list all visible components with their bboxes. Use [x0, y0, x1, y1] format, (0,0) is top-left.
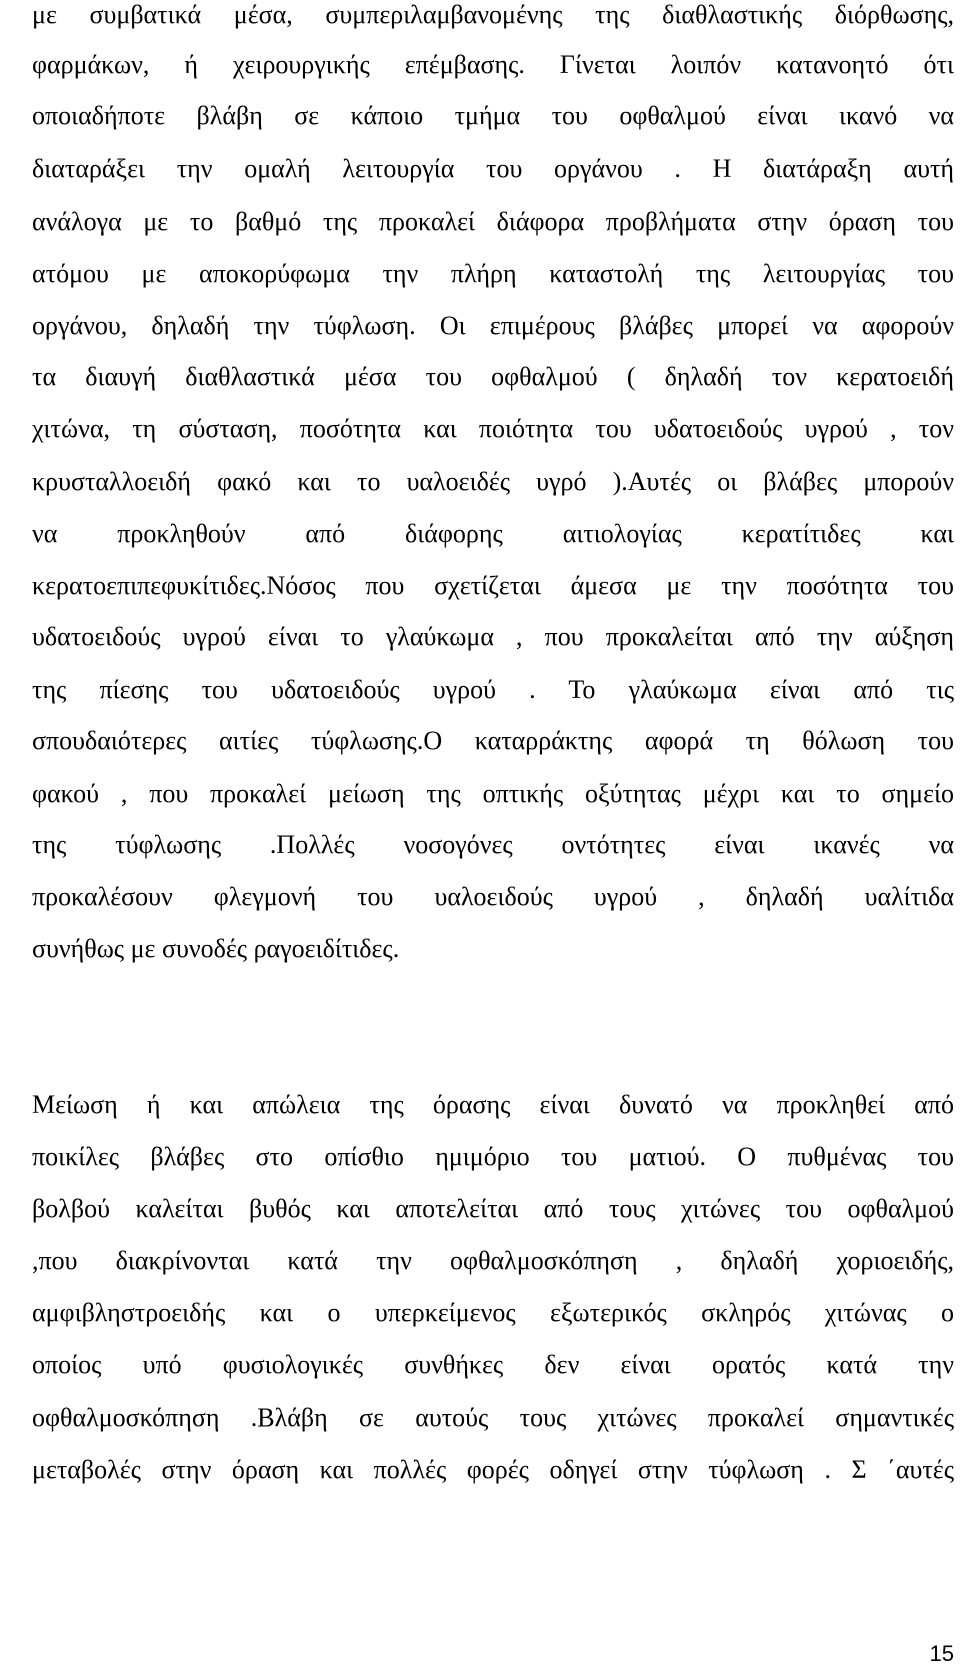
text-line: φακού , που προκαλεί μείωση της οπτικής οξύτητας μέχρι και το σημείο [32, 779, 954, 808]
text-line: αμφιβληστροειδής και ο υπερκείμενος εξωτερικός σκληρός χιτώνας ο [32, 1298, 954, 1327]
text-line: οποίος υπό φυσιολογικές συνθήκες δεν είναι ορατός κατά την [32, 1350, 954, 1379]
text-line: κερατοεπιπεφυκίτιδες.Νόσος που σχετίζεται άμεσα με την ποσότητα του [32, 571, 954, 600]
text-line: ανάλογα με το βαθμό της προκαλεί διάφορα προβλήματα στην όραση του [32, 207, 954, 236]
text-line: διαταράξει την ομαλή λειτουργία του οργάνου . Η διατάραξη αυτή [32, 154, 954, 183]
text-line: κρυσταλλοειδή φακό και το υαλοειδές υγρό ).Αυτές οι βλάβες μπορούν [32, 467, 954, 496]
text-line: οποιαδήποτε βλάβη σε κάποιο τμήμα του οφθαλμού είναι ικανό να [32, 101, 954, 130]
text-line: βολβού καλείται βυθός και αποτελείται από τους χιτώνες του οφθαλμού [32, 1194, 954, 1223]
text-line: συνήθως με συνοδές ραγοειδίτιδες. [32, 934, 400, 963]
text-line: ατόμου με αποκορύφωμα την πλήρη καταστολή της λειτουργίας του [32, 259, 954, 288]
text-line: φαρμάκων, ή χειρουργικής επέμβασης. Γίνεται λοιπόν κατανοητό ότι [32, 50, 954, 79]
text-line: σπουδαιότερες αιτίες τύφλωσης.Ο καταρράκτης αφορά τη θόλωση του [32, 726, 954, 755]
text-line: Μείωση ή και απώλεια της όρασης είναι δυνατό να προκληθεί από [32, 1090, 954, 1119]
text-line: οργάνου, δηλαδή την τύφλωση. Οι επιμέρους βλάβες μπορεί να αφορούν [32, 311, 954, 340]
text-line: της πίεσης του υδατοειδούς υγρού . Το γλαύκωμα είναι από τις [32, 675, 954, 704]
text-line: χιτώνα, τη σύσταση, ποσότητα και ποιότητα του υδατοειδούς υγρού , τον [32, 414, 954, 443]
text-line: οφθαλμοσκόπηση .Βλάβη σε αυτούς τους χιτώνες προκαλεί σημαντικές [32, 1403, 954, 1432]
text-line: μεταβολές στην όραση και πολλές φορές οδηγεί στην τύφλωση . Σ ΄αυτές [32, 1455, 954, 1484]
text-line: υδατοειδούς υγρού είναι το γλαύκωμα , που προκαλείται από την αύξηση [32, 622, 954, 651]
page-number: 15 [929, 1641, 954, 1666]
text-line: ποικίλες βλάβες στο οπίσθιο ημιμόριο του ματιού. Ο πυθμένας του [32, 1142, 954, 1171]
text-line: προκαλέσουν φλεγμονή του υαλοειδούς υγρού , δηλαδή υαλίτιδα [32, 882, 954, 911]
text-line: να προκληθούν από διάφορης αιτιολογίας κερατίτιδες και [32, 519, 954, 548]
text-line: τα διαυγή διαθλαστικά μέσα του οφθαλμού ( δηλαδή τον κερατοειδή [32, 362, 954, 391]
text-line: με συμβατικά μέσα, συμπεριλαμβανομένης της διαθλαστικής διόρθωσης, [32, 0, 954, 29]
text-line: ,που διακρίνονται κατά την οφθαλμοσκόπηση , δηλαδή χοριοειδής, [32, 1246, 954, 1275]
text-line: της τύφλωσης .Πολλές νοσογόνες οντότητες είναι ικανές να [32, 830, 954, 859]
